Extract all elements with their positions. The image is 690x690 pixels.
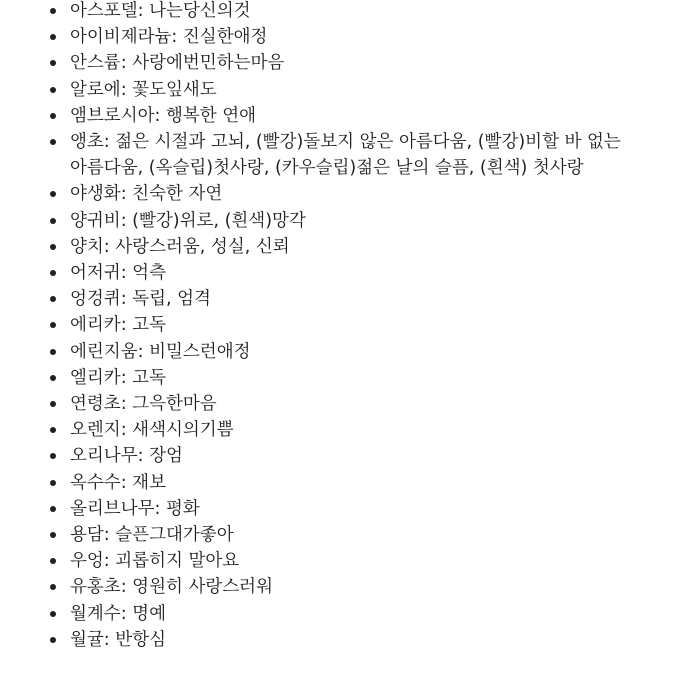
list-item (48, 234, 634, 260)
list-item (48, 417, 634, 443)
bullet-icon (50, 87, 56, 93)
bullet-icon (50, 34, 56, 40)
list-item-text: 우엉: 괴롭히지 말아요 (70, 551, 240, 572)
list-item (48, 548, 634, 574)
list-item-text: 오렌지: 새색시의기쁨 (70, 420, 234, 441)
list-item-text: 아스포델: 나는당신의것 (70, 1, 251, 21)
bullet-icon (50, 427, 56, 433)
list-item (48, 339, 634, 365)
list-item-text: 알로에: 꽃도잎새도 (70, 79, 217, 100)
bullet-icon (50, 584, 56, 590)
bullet-icon (50, 532, 56, 538)
list-item-text: 양귀비: (빨강)위로, (흰색)망각 (70, 210, 306, 231)
list-item (48, 312, 634, 338)
bullet-icon (50, 139, 56, 145)
flower-meaning-list (48, 0, 634, 653)
list-item (48, 365, 634, 391)
list-item-text: 용담: 슬픈그대가좋아 (70, 525, 234, 546)
list-item (48, 443, 634, 469)
list-item (48, 77, 634, 103)
list-item-text: 안스륨: 사랑에번민하는마음 (70, 53, 285, 74)
list-item-text: 엘리카: 고독 (70, 367, 166, 388)
list-item-text: 월귤: 반항심 (70, 629, 166, 650)
bullet-icon (50, 218, 56, 224)
list-item-text: 옥수수: 재보 (70, 472, 166, 493)
bullet-icon (50, 322, 56, 328)
bullet-icon (50, 270, 56, 276)
list-item-text: 유홍초: 영원히 사랑스러워 (70, 577, 273, 598)
list-item (48, 24, 634, 50)
bullet-icon (50, 8, 56, 14)
list-item-text: 올리브나무: 평화 (70, 498, 200, 519)
bullet-icon (50, 375, 56, 381)
list-item-text: 야생화: 친숙한 자연 (70, 184, 223, 205)
bullet-icon (50, 506, 56, 512)
list-item (48, 574, 634, 600)
list-item (48, 129, 634, 181)
list-item-text: 앵초: 젊은 시절과 고뇌, (빨강)돌보지 않은 아름다움, (빨강)비할 바 없는 아름다움, (옥슬립)첫사랑, (카우슬립)젊은 날의 슬픔, (흰색) 첫사랑 (70, 132, 621, 179)
bullet-icon (50, 191, 56, 197)
list-item (48, 0, 634, 24)
list-item (48, 391, 634, 417)
list-item-text: 앰브로시아: 행복한 연애 (70, 105, 257, 126)
bullet-icon (50, 244, 56, 250)
list-item-text: 에린지움: 비밀스런애정 (70, 341, 251, 362)
bullet-icon (50, 401, 56, 407)
list-item (48, 601, 634, 627)
bullet-icon (50, 349, 56, 355)
list-item-text: 양치: 사랑스러움, 성실, 신뢰 (70, 236, 290, 257)
bullet-icon (50, 611, 56, 617)
list-item-text: 오리나무: 장엄 (70, 446, 183, 467)
bullet-icon (50, 113, 56, 119)
list-item (48, 470, 634, 496)
list-item (48, 260, 634, 286)
bullet-icon (50, 637, 56, 643)
list-item-text: 월계수: 명예 (70, 603, 166, 624)
bullet-icon (50, 60, 56, 66)
list-item (48, 208, 634, 234)
list-item-text: 에리카: 고독 (70, 315, 166, 336)
list-item-text: 아이비제라늄: 진실한애정 (70, 27, 268, 48)
list-item (48, 627, 634, 653)
bullet-icon (50, 296, 56, 302)
list-item (48, 286, 634, 312)
bullet-icon (50, 558, 56, 564)
bullet-icon (50, 480, 56, 486)
list-item (48, 50, 634, 76)
list-item (48, 522, 634, 548)
list-item-text: 엉겅퀴: 독립, 엄격 (70, 289, 211, 310)
list-item-text: 어저귀: 억측 (70, 263, 166, 284)
list-item (48, 181, 634, 207)
list-item (48, 103, 634, 129)
list-item (48, 496, 634, 522)
bullet-icon (50, 453, 56, 459)
list-item-text: 연령초: 그윽한마음 (70, 394, 217, 415)
